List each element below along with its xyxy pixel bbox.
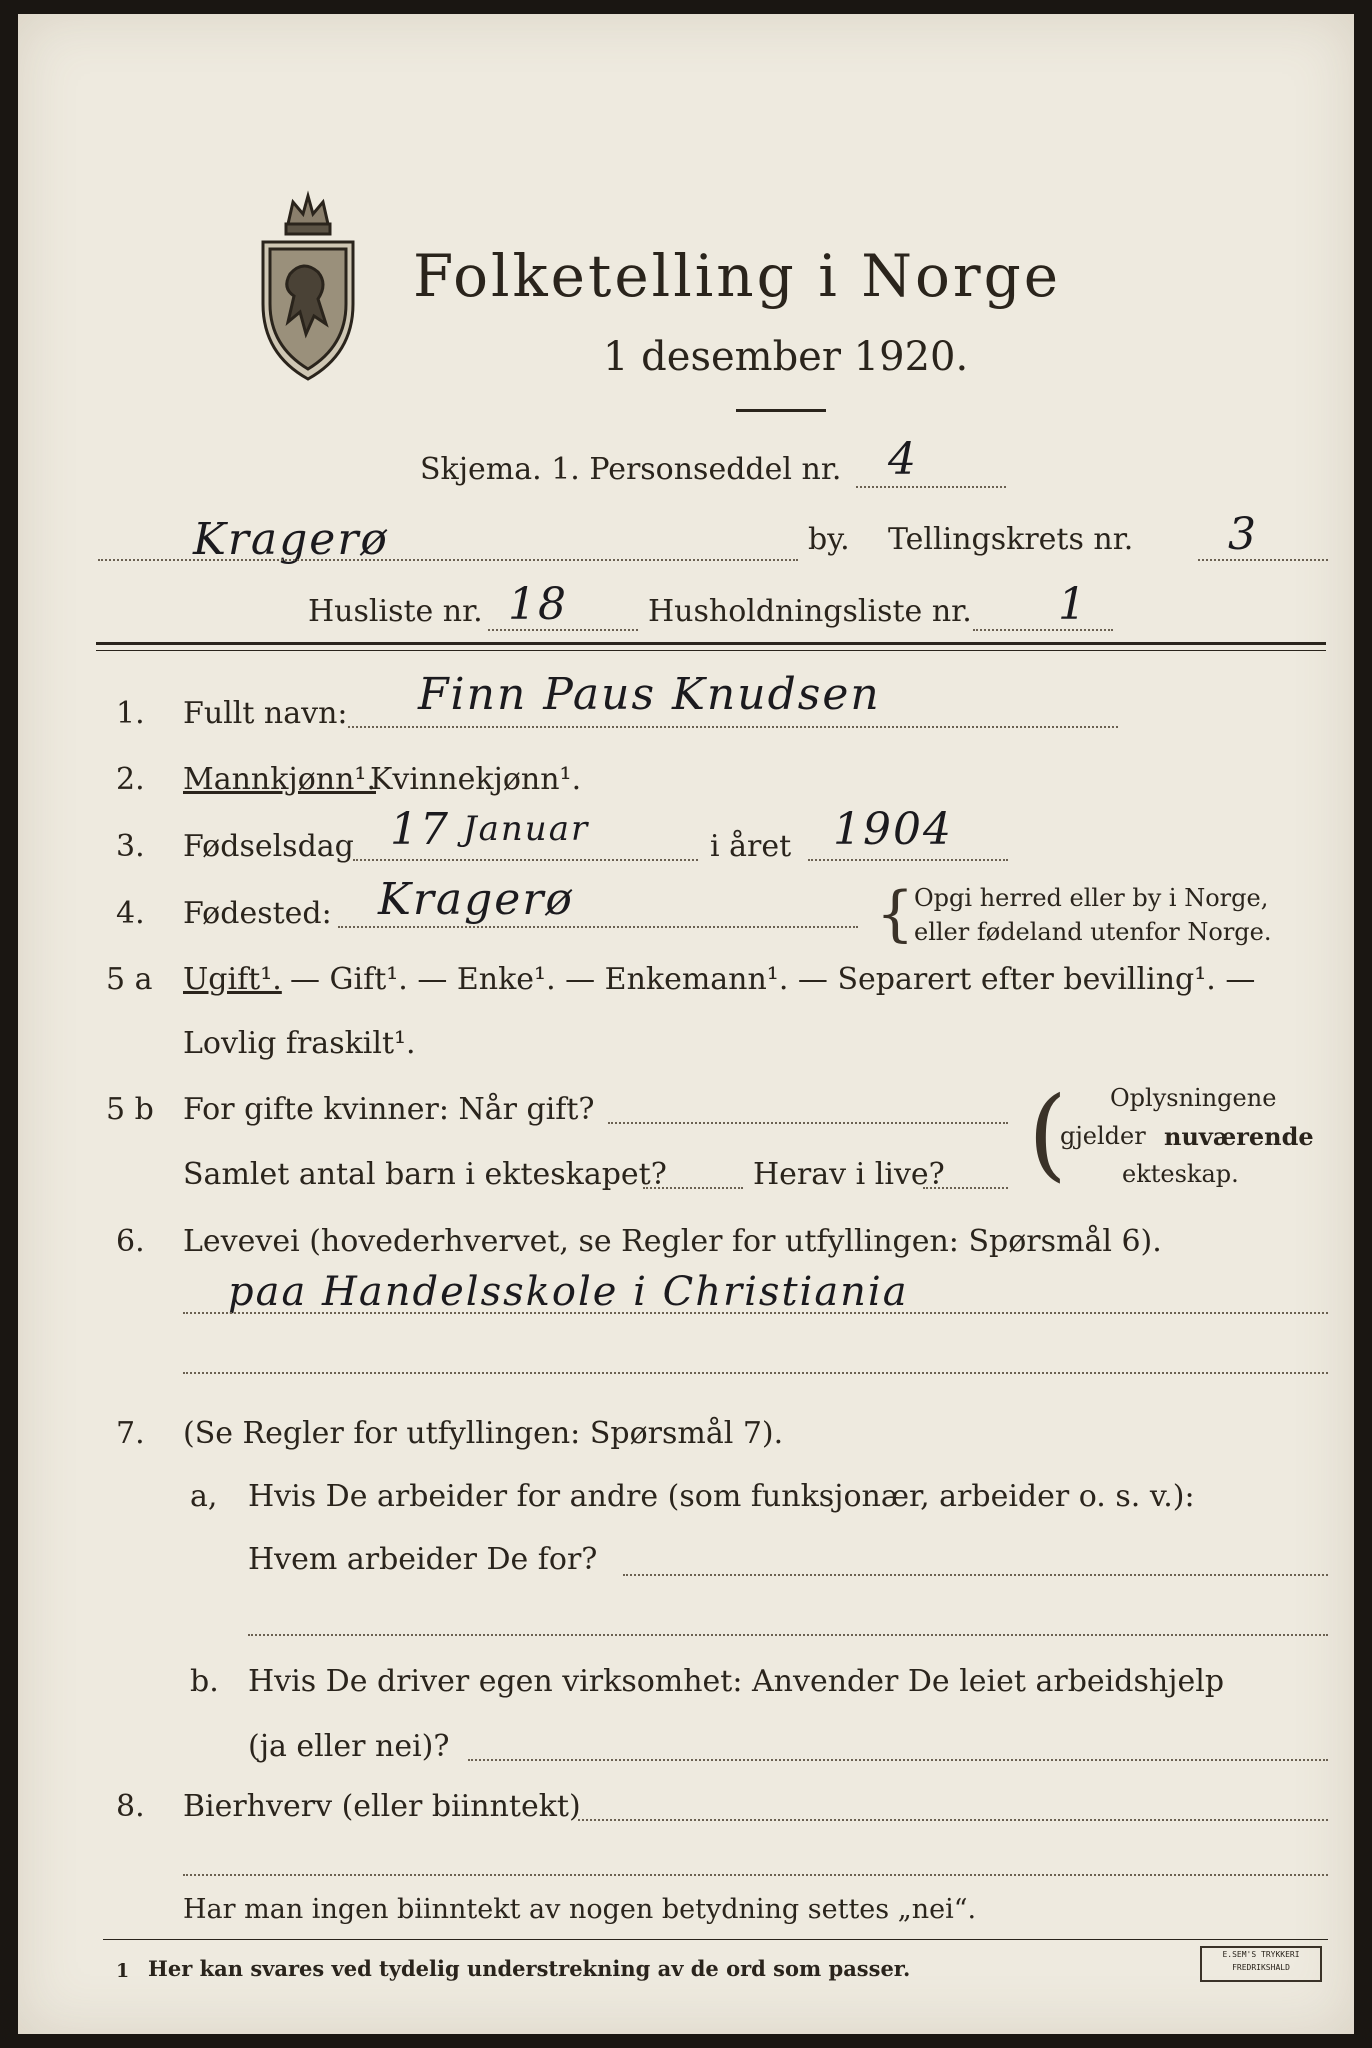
q7b-line-2: (ja eller nei)? [248, 1729, 450, 1764]
husholdningsliste-nr-value[interactable]: 1 [1058, 579, 1088, 630]
employer-line [623, 1574, 1328, 1576]
q4-note-2: eller fødeland utenfor Norge. [914, 918, 1272, 946]
q3-year-label: i året [710, 829, 792, 864]
q7a-line-2: Hvem arbeider De for? [248, 1542, 598, 1577]
header-rule-bottom [96, 650, 1326, 651]
printer-line-1: E.SEM'S TRYKKERI [1222, 1950, 1300, 1959]
q6-number: 6. [116, 1224, 145, 1259]
children-count-line [643, 1187, 743, 1189]
husholdningsliste-label: Husholdningsliste nr. [648, 594, 972, 629]
occupation-value[interactable]: paa Handelsskole i Christiania [228, 1269, 909, 1315]
tellingskrets-line [1198, 559, 1328, 561]
q1-line [348, 726, 1118, 728]
q4-line [338, 926, 858, 928]
q3-year-line [808, 859, 1008, 861]
full-name-value[interactable]: Finn Paus Knudsen [418, 669, 881, 720]
census-form [18, 14, 1354, 2034]
city-line [98, 559, 798, 561]
q5b-label-3: Herav i live? [753, 1157, 945, 1192]
q8-number: 8. [116, 1789, 145, 1824]
q6-line-2 [183, 1372, 1328, 1374]
q5b-number: 5 b [106, 1092, 154, 1127]
q6-line-1 [183, 1312, 1328, 1314]
q3-number: 3. [116, 829, 145, 864]
q4-label: Fødested: [183, 896, 332, 931]
q7b-letter: b. [190, 1664, 219, 1699]
q5b-brace: ( [1028, 1075, 1068, 1192]
q5b-note-1: Oplysningene [1110, 1084, 1277, 1112]
q8-label: Bierhverv (eller biinntekt) [183, 1789, 581, 1824]
birth-year-value[interactable]: 1904 [833, 804, 953, 855]
q3-label: Fødselsdag [183, 829, 354, 864]
employer-line-2 [248, 1634, 1328, 1636]
q7b-line-1: Hvis De driver egen virksomhet: Anvender De leiet arbeidshjelp [248, 1664, 1225, 1699]
q5b-note-2b: nuværende [1164, 1122, 1314, 1151]
husliste-label: Husliste nr. [308, 594, 483, 629]
q1-number: 1. [116, 696, 145, 731]
form-date: 1 desember 1920. [603, 334, 969, 380]
q4-number: 4. [116, 896, 145, 931]
header-rule-top [96, 642, 1326, 645]
q7-label: (Se Regler for utfyllingen: Spørsmål 7). [183, 1416, 784, 1451]
side-income-line [578, 1819, 1328, 1821]
divorced-option[interactable]: Lovlig fraskilt¹. [183, 1026, 416, 1061]
q2-number: 2. [116, 762, 145, 797]
coat-of-arms-icon [248, 184, 368, 384]
birth-month-value[interactable]: Januar [463, 809, 590, 849]
unmarried-option[interactable]: Ugift¹. [183, 962, 282, 997]
female-option[interactable]: Kvinnekjønn¹. [370, 762, 582, 797]
q5a-options[interactable]: — Gift¹. — Enke¹. — Enkemann¹. — Separert efter bevilling¹. — [290, 962, 1256, 997]
by-label: by. [808, 522, 850, 557]
footnote-number: 1 [116, 1960, 130, 1982]
birthplace-value[interactable]: Kragerø [378, 874, 574, 925]
q4-note-1: Opgi herred eller by i Norge, [914, 884, 1269, 912]
personseddel-line [856, 486, 1006, 488]
q5b-note-2: gjelder [1060, 1122, 1146, 1150]
q5b-label-1: For gifte kvinner: Når gift? [183, 1092, 595, 1127]
footnote-rule [103, 1939, 1328, 1940]
q1-label: Fullt navn: [183, 696, 348, 731]
husholdningsliste-line [973, 629, 1113, 631]
city-value[interactable]: Kragerø [193, 514, 389, 565]
q7-number: 7. [116, 1416, 145, 1451]
birth-day-value[interactable]: 17 [390, 804, 450, 855]
q7a-line-1: Hvis De arbeider for andre (som funksjonær, arbeider o. s. v.): [248, 1479, 1195, 1514]
married-date-line [608, 1122, 1008, 1124]
tellingskrets-label: Tellingskrets nr. [888, 522, 1134, 557]
side-income-line-2 [183, 1874, 1328, 1876]
q5b-note-3: ekteskap. [1122, 1160, 1239, 1188]
printer-line-2: FREDRIKSHALD [1232, 1963, 1290, 1972]
personseddel-nr-value[interactable]: 4 [888, 434, 918, 485]
children-alive-line [923, 1187, 1008, 1189]
footnote-text: Her kan svares ved tydelig understrekning av de ord som passer. [148, 1956, 911, 1981]
q5b-label-2: Samlet antal barn i ekteskapet? [183, 1157, 667, 1192]
male-option[interactable]: Mannkjønn¹. [183, 762, 376, 797]
tellingskrets-nr-value[interactable]: 3 [1228, 509, 1258, 560]
q3-day-line [353, 859, 698, 861]
husliste-nr-value[interactable]: 18 [508, 579, 568, 630]
q6-label: Levevei (hovederhvervet, se Regler for utfyllingen: Spørsmål 6). [183, 1224, 1162, 1259]
skjema-label: Skjema. 1. Personseddel nr. [420, 452, 842, 487]
printer-stamp [1200, 1946, 1322, 1982]
q5a-number: 5 a [106, 962, 153, 997]
q8-note: Har man ingen biinntekt av nogen betydning settes „nei“. [183, 1894, 977, 1925]
q7a-letter: a, [190, 1479, 218, 1514]
hired-help-line [468, 1759, 1328, 1761]
title-divider [736, 409, 826, 412]
form-title: Folketelling i Norge [413, 242, 1062, 310]
q4-brace: { [876, 879, 915, 949]
